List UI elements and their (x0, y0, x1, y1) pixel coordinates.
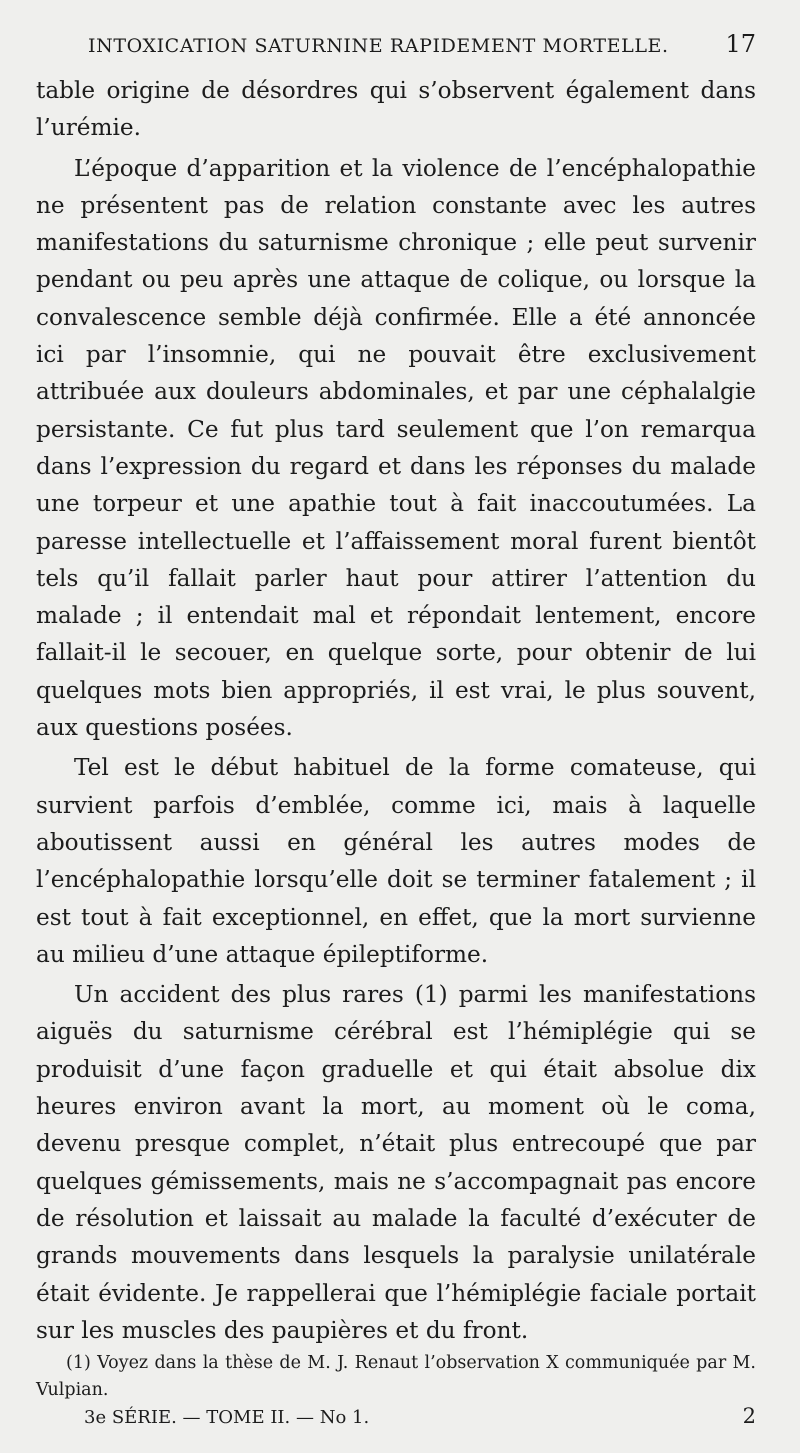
printer-signature (84, 1404, 756, 1428)
running-title: INTOXICATION SATURNINE RAPIDEMENT MORTELLE. (88, 35, 669, 57)
paragraph-4: Un accident des plus rares (1) parmi les manifestations aiguës du saturnisme cérébral est l’hémiplégie qui se produisit d’une façon graduelle et qui était absolue dix heures environ avant la mort, au moment où le coma, devenu presque complet, n’était plus entrecoupé que par quelques gémissements, mais ne s’accompagnait pas encore de résolution et laissait au malade la faculté d’exécuter de grands mouvements dans lesquels la paralysie unilatérale était évidente. Je rappellerai que l’hémiplégie faciale portait sur les muscles des paupières et du front. (36, 981, 756, 1344)
paragraph-2: L’époque d’apparition et la violence de l’encéphalopathie ne présentent pas de relation constante avec les autres manifestations du saturnisme chronique ; elle peut survenir pendant ou peu après une attaque de colique, ou lorsque la convalescence semble déjà confirmée. Elle a été annoncée ici par l’insomnie, qui ne pouvait être exclusivement attribuée aux douleurs abdominales, et par une céphalalgie persistante. Ce fut plus tard seulement que l’on remarqua dans l’expression du regard et dans les réponses du malade une torpeur et une apathie tout à fait inaccoutumées. La paresse intellectuelle et l’affaissement moral furent bientôt tels qu’il fallait parler haut pour attirer l’attention du malade ; il entendait mal et répondait lentement, encore fallait-il le secouer, en quelque sorte, pour obtenir de lui quelques mots bien appropriés, il est vrai, le plus souvent, aux questions posées. (36, 154, 756, 742)
body-text (36, 72, 756, 1349)
paragraph-1: table origine de désordres qui s’observent également dans l’urémie. (36, 77, 756, 142)
footnote-text: (1) Voyez dans la thèse de M. J. Renaut l’observation X communiquée par M. Vulpian. (36, 1353, 756, 1400)
paragraph-3: Tel est le début habituel de la forme comateuse, qui survient parfois d’emblée, comme ici, mais à laquelle aboutissent aussi en général les autres modes de l’encéphalopathie lorsqu’elle doit se terminer fatalement ; il est tout à fait exceptionnel, en effet, que la mort survienne au milieu d’une attaque épileptiforme. (36, 754, 756, 968)
page-header (88, 30, 756, 58)
signature-mark: 2 (742, 1404, 756, 1428)
page-number: 17 (725, 30, 756, 58)
series-volume-number: 3e SÉRIE. — TOME II. — No 1. (84, 1407, 370, 1428)
footnote (36, 1350, 756, 1404)
